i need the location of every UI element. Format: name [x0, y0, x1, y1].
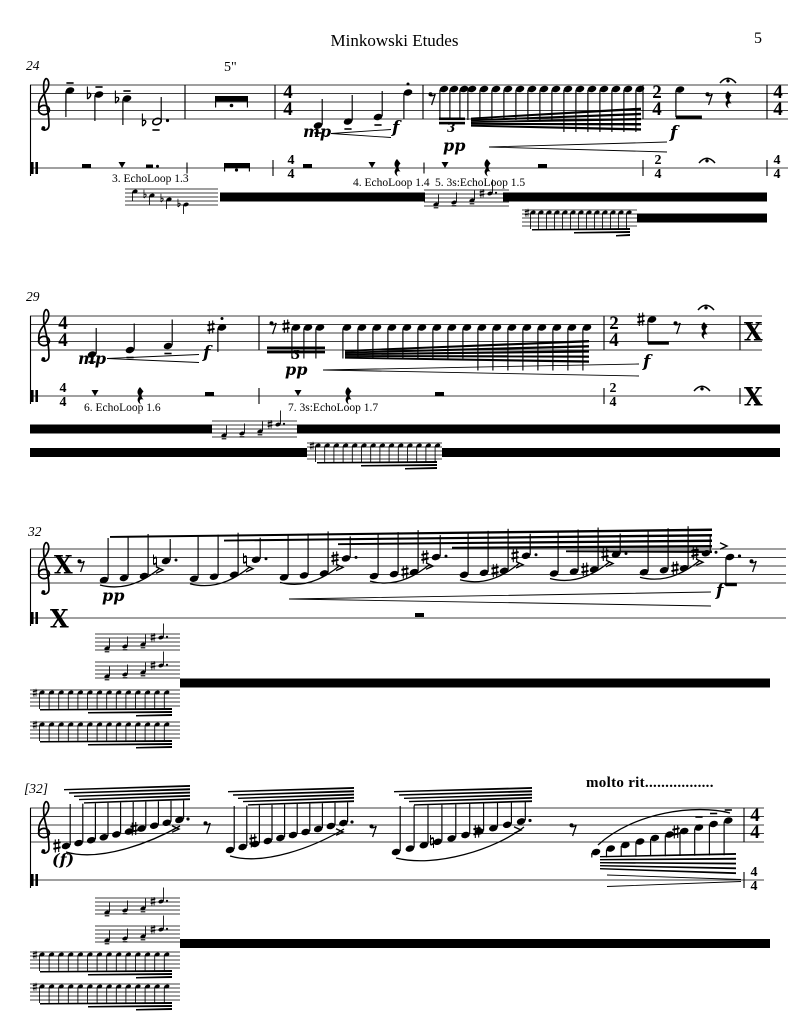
x-measure-mark: X: [54, 549, 73, 580]
perc-time-signature-4-4: 4 4: [750, 865, 758, 894]
measure-27-run: [429, 85, 646, 132]
dynamic-pp: pp: [102, 586, 125, 605]
loop-cue-staves-3: [30, 624, 770, 749]
perc-time-signature-4-4: 4 4: [287, 153, 295, 182]
loop-label: 6. EchoLoop 1.6: [84, 402, 161, 414]
time-signature-4-4: 4 4: [750, 805, 760, 843]
hairpins: [331, 130, 667, 153]
loop-bar: [180, 939, 770, 948]
dynamic-f: f: [203, 343, 211, 363]
dynamic-mp: mp: [303, 122, 332, 141]
time-signature-2-4: 2 4: [652, 82, 662, 120]
loop-bar: [30, 425, 212, 434]
measure-number: 32: [28, 524, 42, 539]
measure-number: [32]: [24, 781, 49, 796]
measure-number: 29: [26, 289, 40, 304]
x-measure-mark: X: [744, 381, 763, 412]
tuplet-3: 3: [447, 121, 456, 135]
measure-24-notes: [65, 82, 169, 131]
treble-clef: [39, 79, 50, 130]
accel-groups: [99, 526, 718, 587]
dynamic-f: f: [643, 352, 651, 372]
perc-time-signature-4-4: 4 4: [59, 381, 67, 410]
measure-30-run: [267, 320, 592, 371]
dynamic-f-parenthesized: (f): [52, 850, 75, 869]
loop-label: 7. 3s:EchoLoop 1.7: [288, 402, 379, 414]
system-4: [30, 785, 770, 1011]
dynamic-mp: mp: [78, 349, 107, 368]
dynamic-pp: pp: [443, 136, 466, 155]
loop-bar: [297, 425, 780, 434]
loop-bar: [503, 193, 767, 202]
dynamic-f: f: [716, 581, 724, 601]
loop-bar: [30, 448, 307, 457]
loop-label: 4. EchoLoop 1.4: [353, 177, 430, 189]
page-number: 5: [754, 30, 762, 47]
time-signature-4-4: 4 4: [58, 313, 68, 351]
perc-time-signature-2-4: 2 4: [654, 153, 662, 182]
dynamic-f: f: [392, 118, 400, 138]
time-signature-2-4: 2 4: [609, 313, 619, 351]
system-1: [30, 78, 788, 236]
loop-bar: [220, 193, 425, 202]
loop-cue-staves-4: [30, 888, 770, 1011]
loop-label: 3. EchoLoop 1.3: [112, 173, 189, 185]
loop-cue-staves-2: [30, 411, 780, 470]
system-2: [30, 305, 780, 469]
dynamic-pp: pp: [285, 360, 308, 379]
run-group-4-rit: [591, 809, 741, 886]
measure-number: 24: [26, 58, 40, 73]
measure-31: [637, 305, 714, 344]
tempo-marking: molto rit.................: [586, 775, 714, 791]
run-group-1: [53, 785, 210, 855]
loop-bar: [180, 679, 770, 688]
x-measure-mark: X: [50, 603, 69, 634]
run-group-3: [391, 787, 576, 861]
treble-clef: [39, 543, 50, 594]
loop-bar: [637, 214, 767, 223]
page-title: Minkowski Etudes: [330, 31, 459, 50]
dynamic-f: f: [670, 123, 678, 143]
run-group-2: [225, 787, 376, 859]
loop-bar: [442, 448, 780, 457]
perc-time-signature-4-4: 4 4: [773, 153, 781, 182]
system-3: [30, 526, 786, 748]
time-signature-4-4: 4 4: [283, 82, 293, 120]
treble-clef: [39, 310, 50, 361]
x-measure-mark: X: [744, 316, 763, 347]
percussion-staff-4: [30, 872, 764, 888]
tuplet-3: 3: [292, 348, 301, 362]
percussion-staff-3: [30, 612, 786, 624]
hold-duration: 5": [224, 60, 237, 75]
loop-label: 5. 3s:EchoLoop 1.5: [435, 177, 526, 189]
time-signature-4-4: 4 4: [773, 82, 783, 120]
treble-clef: [39, 802, 50, 853]
perc-time-signature-2-4: 2 4: [609, 381, 617, 410]
measure-28: [675, 78, 736, 119]
hairpin: [289, 592, 711, 606]
